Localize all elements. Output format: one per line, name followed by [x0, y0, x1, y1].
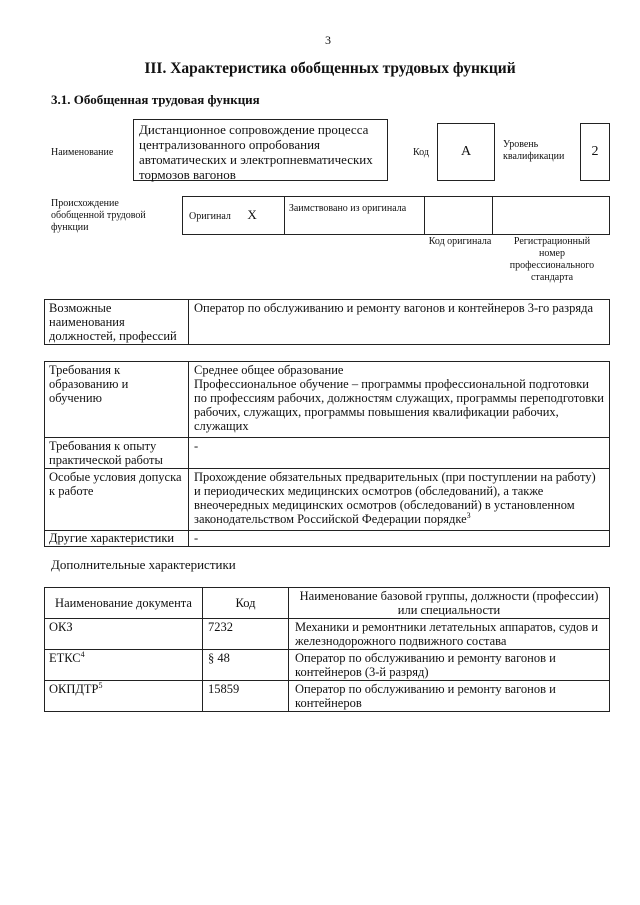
level-label: Уровень квалификации	[503, 139, 565, 162]
header-doc: Наименование документа	[55, 596, 192, 610]
function-name-box	[133, 119, 388, 181]
education-line-2: Профессиональное обучение – программы профессиональной подготовки по профессиям рабочих, должностям служащих, программы переподготовки рабочих, служащих, программы повышения квалификации рабочих, служащих	[194, 377, 604, 433]
code-value: А	[460, 144, 472, 159]
origin-label: Происхождение обобщенной трудовой функции	[51, 198, 146, 233]
original-label: Оригинал	[189, 210, 231, 222]
conditions-value: Прохождение обязательных предварительных (при поступлении на работу) и периодических медицинских осмотров (обследований), а также внеочередных медицинских осмотров (обследований) в установленном законодательством Российской Федерации порядке	[194, 470, 596, 526]
row-name: Оператор по обслуживанию и ремонту вагонов и контейнеров (3-й разряд)	[295, 651, 556, 679]
function-name-label: Наименование	[51, 147, 114, 158]
row-name: Механики и ремонтники летательных аппаратов, судов и железнодорожного подвижного состава	[295, 620, 599, 648]
row-code: 15859	[208, 682, 240, 696]
table-header-row	[45, 588, 610, 619]
row-doc: ОКПДТР	[49, 682, 99, 696]
education-line-1: Среднее общее образование	[194, 363, 344, 377]
row-doc: ОКЗ	[49, 620, 73, 634]
requirements-table	[44, 361, 610, 547]
section-title: III. Характеристика обобщенных трудовых функций	[144, 60, 516, 77]
code-label: Код	[413, 147, 429, 158]
row-doc: ЕТКС	[49, 651, 81, 665]
table-row	[45, 469, 610, 531]
level-value: 2	[591, 144, 599, 159]
row-name: Оператор по обслуживанию и ремонту вагонов и контейнеров	[295, 682, 556, 710]
header-name: Наименование базовой группы, должности (профессии) или специальности	[299, 589, 599, 617]
footnote-4: 4	[80, 649, 85, 659]
row-code: 7232	[208, 620, 233, 634]
borrowed-label: Заимствовано из оригинала	[288, 203, 407, 214]
origin-table	[182, 196, 610, 235]
other-value: -	[194, 531, 199, 545]
table-row	[45, 531, 610, 547]
table-row	[45, 681, 610, 712]
reg-number-caption: Регистрационный номер профессионального стандарта	[509, 236, 595, 283]
table-row	[45, 650, 610, 681]
code-box	[437, 123, 495, 181]
footnote-3: 3	[466, 510, 471, 520]
other-label: Другие характеристики	[49, 531, 175, 545]
education-label: Требования к образованию и обучению	[49, 363, 129, 405]
positions-table	[44, 299, 610, 345]
conditions-label: Особые условия допуска к работе	[49, 470, 182, 498]
table-row	[45, 362, 610, 438]
experience-label: Требования к опыту практической работы	[49, 439, 163, 467]
positions-value: Оператор по обслуживанию и ремонту вагонов и контейнеров 3-го разряда	[194, 301, 594, 315]
additional-table	[44, 587, 610, 712]
subsection-title: 3.1. Обобщенная трудовая функция	[51, 92, 260, 107]
level-box	[580, 123, 610, 181]
row-code: § 48	[208, 651, 230, 665]
footnote-5: 5	[98, 680, 103, 690]
experience-value: -	[194, 439, 199, 453]
table-row	[45, 438, 610, 469]
header-code: Код	[235, 596, 256, 610]
page-number: 3	[325, 33, 331, 47]
code-original-caption: Код оригинала	[428, 236, 492, 247]
positions-label: Возможные наименования должностей, профессий	[49, 301, 177, 343]
original-mark: X	[247, 206, 257, 222]
additional-title: Дополнительные характеристики	[51, 557, 236, 572]
function-name-value: Дистанционное сопровождение процесса централизованного опробования автоматических и электропневматических тормозов вагонов	[139, 122, 373, 182]
table-row	[45, 619, 610, 650]
